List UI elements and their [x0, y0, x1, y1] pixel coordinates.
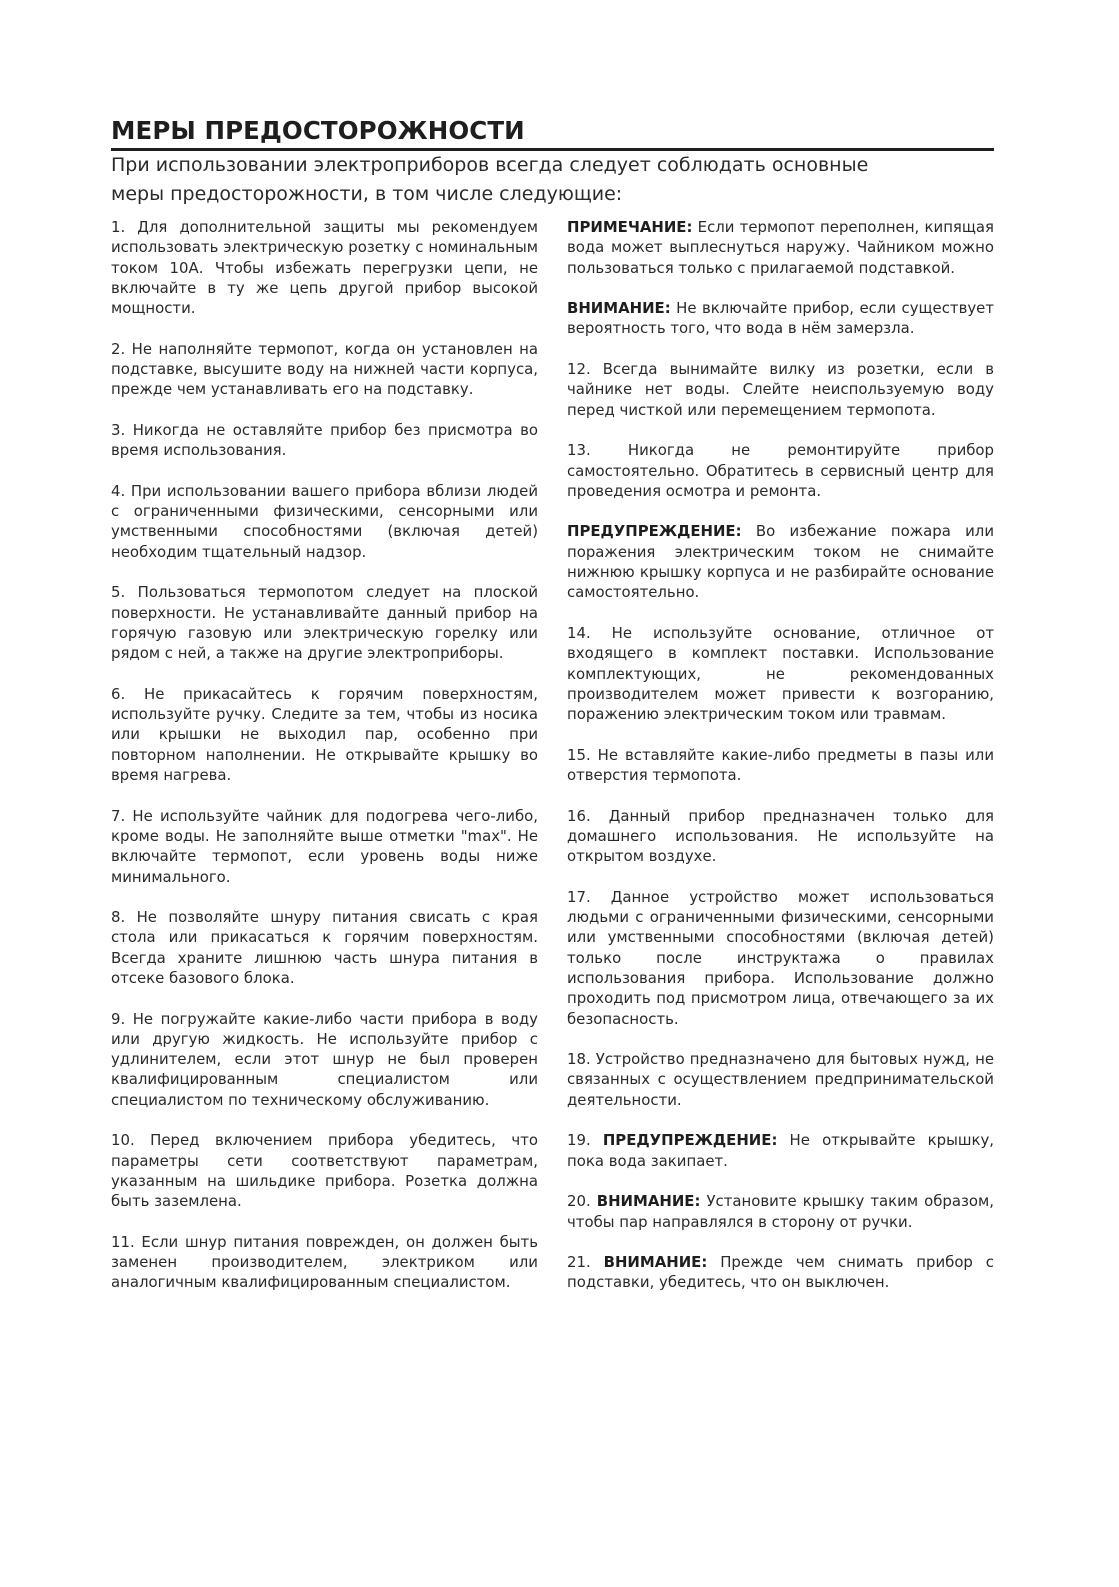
attention-label: ВНИМАНИЕ: [603, 1253, 708, 1272]
attention-label: ВНИМАНИЕ: [567, 299, 671, 318]
intro-line: меры предосторожности, в том числе следующие: [111, 183, 623, 205]
warning-text: Прежде чем снимать прибор с подставки, убедитесь, что он выключен. [567, 1253, 994, 1292]
precaution-item: 17. Данное устройство может использоваться людьми с ограниченными физическими, сенсорными или умственными способностями (включая детей) только после инструктажа о правилах использования прибора. Использование должно проходить под присмотром лица, отвечающего за их безопасность. [567, 887, 994, 1028]
warning-item [567, 521, 994, 602]
page [111, 0, 994, 1587]
precaution-item: 1. Для дополнительной защиты мы рекомендуем использовать электрическую розетку с номинальным током 10А. Чтобы избежать перегрузки цепи, не включайте в ту же цепь другой прибор высокой мощности. [111, 218, 538, 318]
note-label: ПРИМЕЧАНИЕ: [567, 218, 693, 236]
precaution-item: 15. Не вставляйте какие-либо предметы в пазы или отверстия термопота. [567, 745, 994, 785]
right-column [567, 217, 994, 1313]
warning-text: Не открывайте крышку, пока вода закипает. [567, 1131, 994, 1170]
left-column [111, 217, 538, 1313]
precaution-item: 6. Не прикасайтесь к горячим поверхностям, используйте ручку. Следите за тем, чтобы из носика или крышки не выходил пар, особенно при повторном наполнении. Не открывайте крышку во время нагрева. [111, 684, 538, 785]
precaution-item: 12. Всегда вынимайте вилку из розетки, если в чайнике нет воды. Слейте неиспользуемую воду перед чисткой или перемещением термопота. [567, 360, 994, 419]
warning-item [567, 298, 994, 339]
precaution-item: 11. Если шнур питания поврежден, он должен быть заменен производителем, электриком или аналогичным квалифицированным специалистом. [111, 1232, 538, 1292]
intro-line: При использовании электроприборов всегда следует соблюдать основные [111, 154, 869, 176]
item-number: 20. [567, 1192, 597, 1211]
precaution-item [567, 1252, 994, 1293]
item-number: 19. [567, 1131, 603, 1150]
note-text: Если термопот переполнен, кипящая вода может выплеснуться наружу. Чайником можно пользоваться только с прилагаемой подставкой. [567, 218, 994, 277]
precaution-item: 7. Не используйте чайник для подогрева чего-либо, кроме воды. Не заполняйте выше отметки "max". Не включайте термопот, если уровень воды ниже минимального. [111, 806, 538, 886]
warning-text: Не включайте прибор, если существует вероятность того, что вода в нём замерзла. [567, 299, 994, 338]
precaution-item: 10. Перед включением прибора убедитесь, что параметры сети соответствуют параметрам, указанным на шильдике прибора. Розетка должна быть заземлена. [111, 1131, 538, 1211]
precaution-item [567, 1130, 994, 1171]
precaution-item: 8. Не позволяйте шнуру питания свисать с края стола или прикасаться к горячим поверхностям. Всегда храните лишнюю часть шнура питания в отсеке базового блока. [111, 908, 538, 987]
precaution-item: 18. Устройство предназначено для бытовых нужд, не связанных с осуществлением предпринимательской деятельности. [567, 1050, 994, 1109]
note-item [567, 217, 994, 278]
precaution-item: 4. При использовании вашего прибора вблизи людей с ограниченными физическими, сенсорными или умственными способностями (включая детей) необходим тщательный надзор. [111, 481, 538, 561]
precaution-item: 5. Пользоваться термопотом следует на плоской поверхности. Не устанавливайте данный прибор на горячую газовую или электрическую горелку или рядом с ней, а также на другие электроприборы. [111, 583, 538, 663]
precaution-item: 9. Не погружайте какие-либо части прибора в воду или другую жидкость. Не используйте прибор с удлинителем, если этот шнур не был проверен квалифицированным специалистом или специалистом по техническому обслуживанию. [111, 1009, 538, 1109]
page-title: МЕРЫ ПРЕДОСТОРОЖНОСТИ [111, 115, 994, 151]
warning-text: Во избежание пожара или поражения электрическим током не снимайте нижнюю крышку корпуса и не разбирайте основание самостоятельно. [567, 522, 994, 602]
item-number: 21. [567, 1253, 604, 1272]
precaution-item: 13. Никогда не ремонтируйте прибор самостоятельно. Обратитесь в сервисный центр для проведения осмотра и ремонта. [567, 441, 994, 500]
warning-label: ПРЕДУПРЕЖДЕНИЕ: [602, 1131, 778, 1150]
warning-text: Установите крышку таким образом, чтобы пар направлялся в сторону от ручки. [567, 1192, 994, 1231]
precaution-item: 2. Не наполняйте термопот, когда он установлен на подставке, высушите воду на нижней части корпуса, прежде чем устанавливать его на подставку. [111, 339, 538, 399]
precaution-item [567, 1191, 994, 1232]
intro-paragraph [111, 151, 994, 209]
attention-label: ВНИМАНИЕ: [596, 1192, 701, 1211]
warning-label: ПРЕДУПРЕЖДЕНИЕ: [567, 522, 742, 541]
precaution-item: 14. Не используйте основание, отличное от входящего в комплект поставки. Использование комплектующих, не рекомендованных производителем может привести к возгоранию, поражению электрическим током или травмам. [567, 623, 994, 724]
precaution-item: 3. Никогда не оставляйте прибор без присмотра во время использования. [111, 420, 538, 460]
precaution-item: 16. Данный прибор предназначен только для домашнего использования. Не используйте на открытом воздухе. [567, 806, 994, 866]
